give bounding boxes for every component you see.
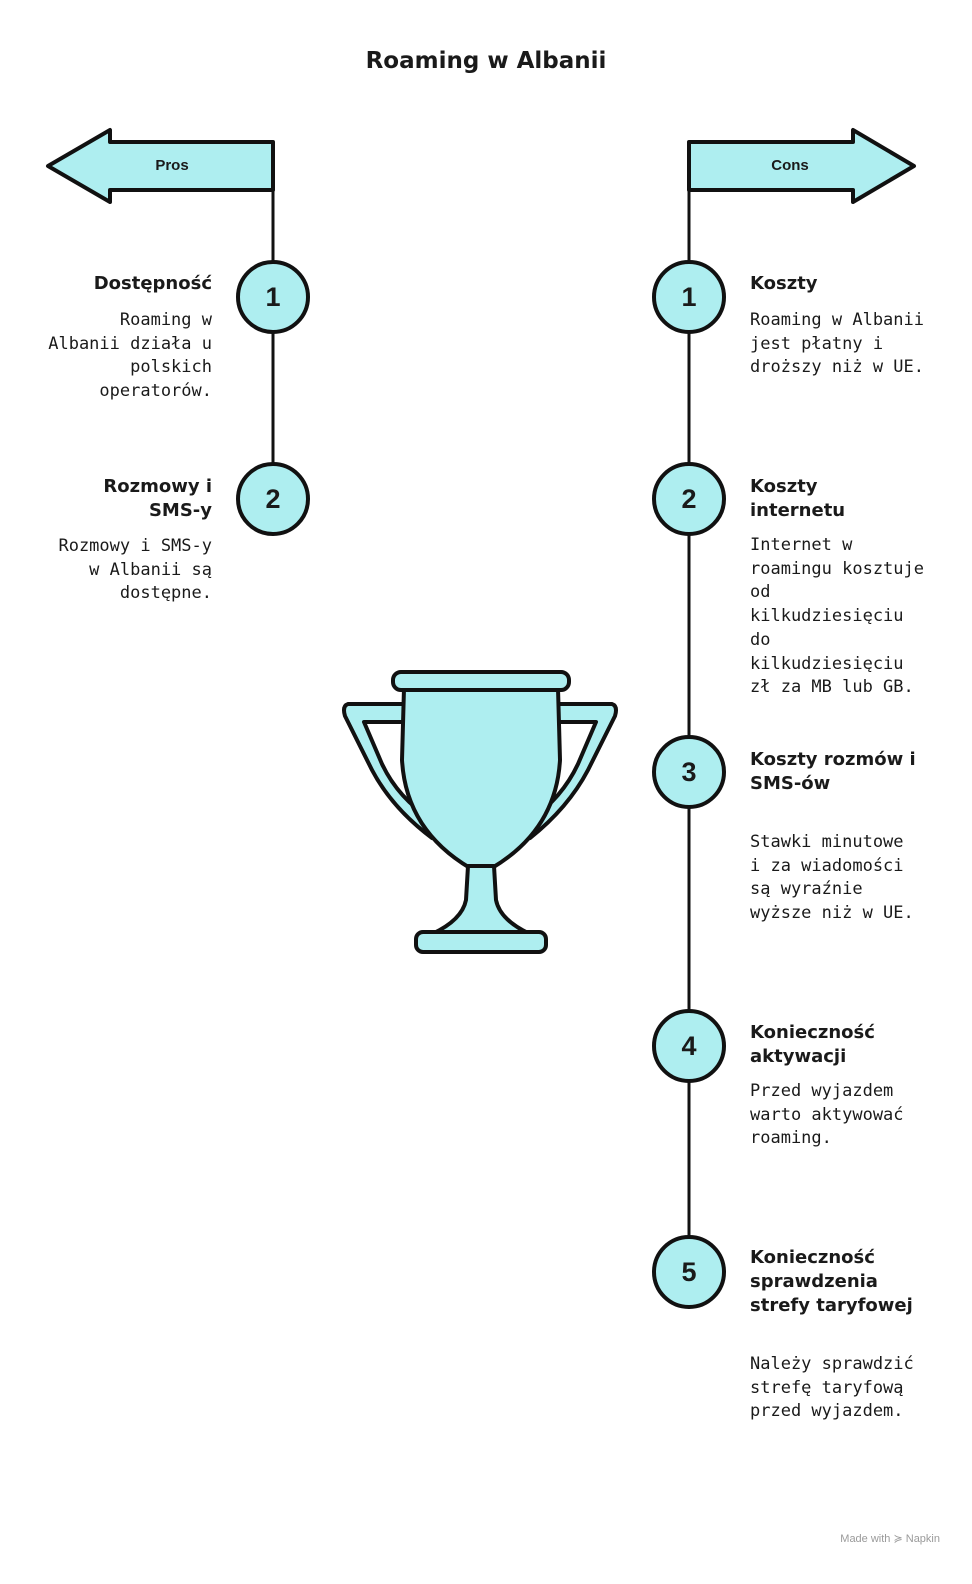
cons-item-heading-1: Koszty: [750, 273, 818, 294]
pros-item-heading-2: Rozmowy i SMS-y: [103, 476, 212, 521]
cons-label: Cons: [771, 157, 809, 174]
trophy-icon: [344, 672, 616, 952]
footer-credit: Made with ≽ Napkin: [840, 1533, 940, 1545]
cons-step-number-4: 4: [681, 1031, 697, 1061]
cons-item-heading-3: Koszty rozmów i SMS-ów: [750, 749, 916, 794]
cons-item-text-2: Internet w roamingu kosztuje od kilkudziesięciu do kilkudziesięciu zł za MB lub GB.: [750, 535, 924, 698]
cons-item-heading-4: Konieczność aktywacji: [750, 1022, 875, 1067]
cons-item-text-1: Roaming w Albanii jest płatny i droższy niż w UE.: [750, 310, 924, 378]
cons-item-heading-5: Konieczność sprawdzenia strefy taryfowej: [750, 1247, 913, 1316]
pros-item-text-2: Rozmowy i SMS-y w Albanii są dostępne.: [58, 536, 212, 604]
pros-item-text-1: Roaming w Albanii działa u polskich operatorów.: [48, 310, 212, 402]
pros-step-number-2: 2: [265, 484, 281, 514]
page-title: Roaming w Albanii: [365, 48, 607, 74]
cons-step-number-3: 3: [681, 757, 697, 787]
cons-item-text-5: Należy sprawdzić strefę taryfową przed wyjazdem.: [750, 1354, 914, 1422]
cons-item-text-4: Przed wyjazdem warto aktywować roaming.: [750, 1081, 904, 1149]
cons-item-heading-2: Koszty internetu: [750, 476, 846, 521]
pros-step-number-1: 1: [265, 282, 281, 312]
cons-step-number-1: 1: [681, 282, 697, 312]
cons-step-number-2: 2: [681, 484, 697, 514]
pros-label: Pros: [155, 157, 189, 174]
pros-item-heading-1: Dostępność: [93, 273, 212, 294]
cons-step-number-5: 5: [681, 1257, 697, 1287]
cons-item-text-3: Stawki minutowe i za wiadomości są wyraźnie wyższe niż w UE.: [750, 832, 914, 924]
